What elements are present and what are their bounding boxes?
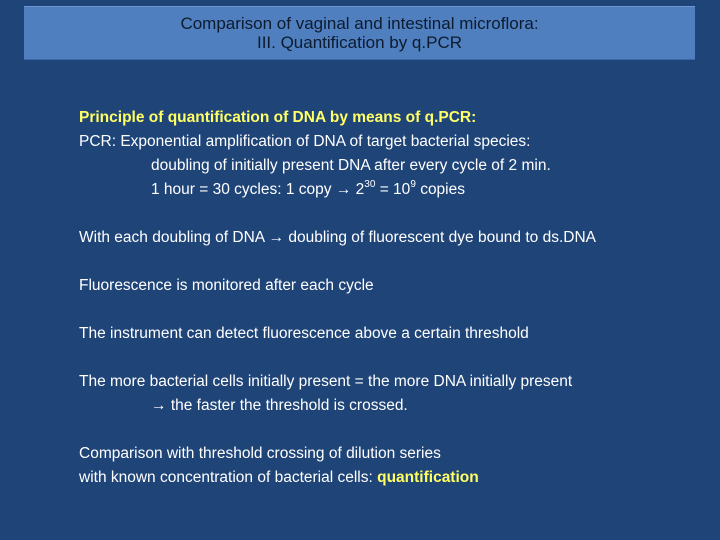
comparison-line-1: Comparison with threshold crossing of dilution series [79, 445, 441, 462]
threshold-line: The instrument can detect fluorescence above a certain threshold [79, 325, 529, 342]
more-cells-line: The more bacterial cells initially present = the more DNA initially present [79, 373, 573, 390]
arrow-right-icon: → [335, 181, 352, 198]
fluorescence-line: Fluorescence is monitored after each cycle [79, 277, 374, 294]
hour-prefix: 1 hour = 30 cycles: 1 copy [151, 181, 332, 198]
dye-prefix: With each doubling of DNA [79, 229, 265, 246]
slide-body [79, 106, 709, 490]
hour-base: 2 [355, 181, 365, 198]
hour-exponent-2: 9 [410, 178, 416, 190]
dye-doubling-line [79, 226, 709, 250]
hour-exponent-1: 30 [364, 178, 376, 190]
faster-text: the faster the threshold is crossed. [170, 397, 408, 414]
principle-heading: Principle of quantification of DNA by means of q.PCR: [79, 109, 477, 126]
pcr-line: PCR: Exponential amplification of DNA of target bacterial species: [79, 133, 531, 150]
doubling-cycle-line: doubling of initially present DNA after every cycle of 2 min. [151, 157, 551, 174]
title-line-2: III. Quantification by q.PCR [256, 33, 463, 52]
quantification-highlight: quantification [377, 469, 479, 486]
slide-title [24, 6, 695, 60]
comparison-line-2 [79, 466, 709, 490]
arrow-right-icon: → [151, 397, 167, 414]
comparison-prefix: with known concentration of bacterial cells: [79, 469, 373, 486]
hour-equals: = 10 [379, 181, 411, 198]
hour-suffix: copies [420, 181, 465, 198]
title-line-1: Comparison of vaginal and intestinal microflora: [180, 14, 539, 33]
dye-suffix: doubling of fluorescent dye bound to ds.DNA [288, 229, 596, 246]
hour-cycles-line [79, 178, 709, 202]
arrow-right-icon: → [268, 229, 285, 246]
faster-threshold-line [79, 394, 709, 418]
